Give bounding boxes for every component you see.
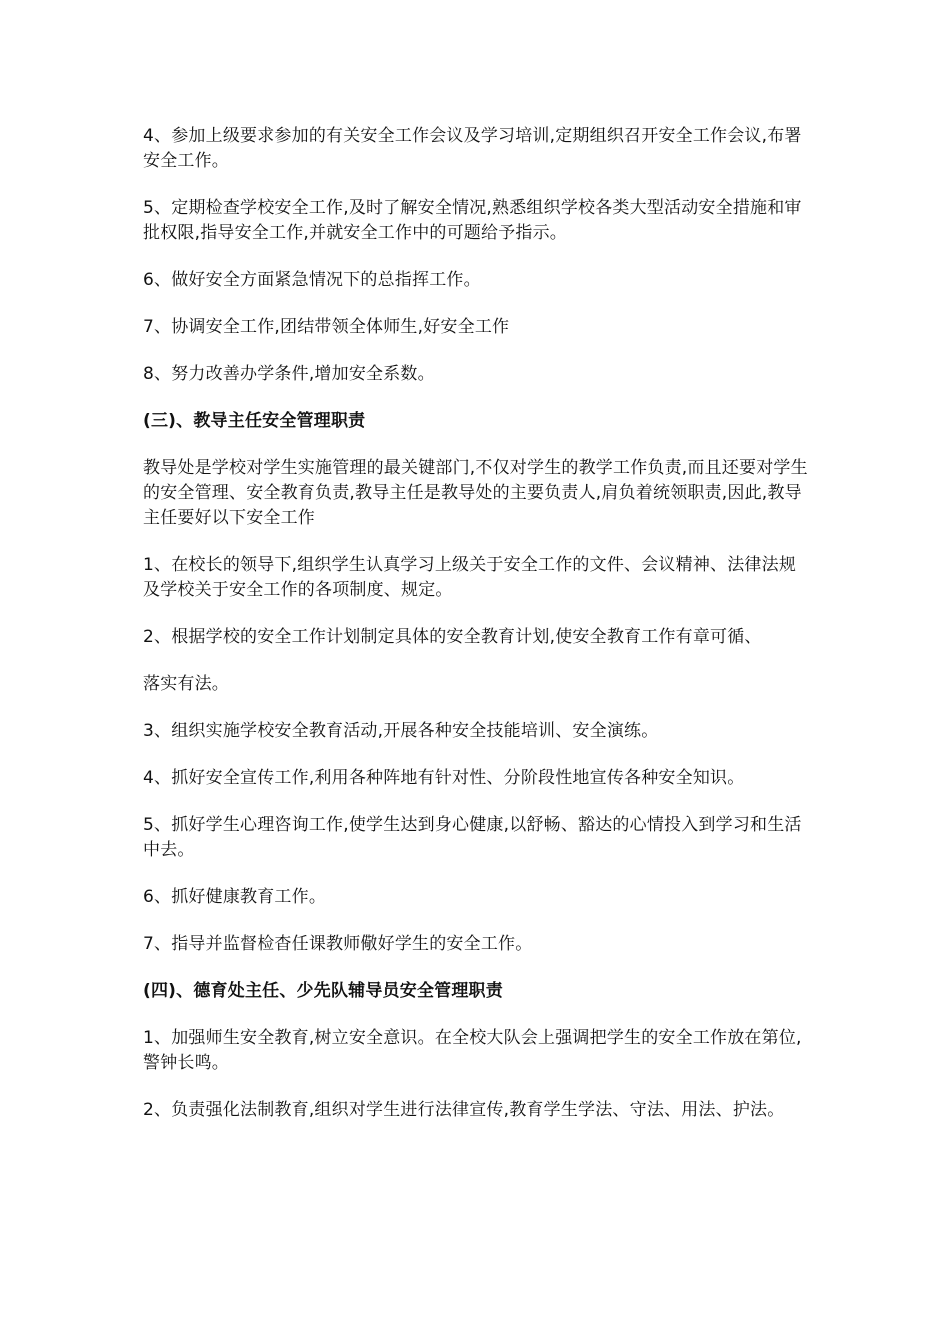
paragraph-item-4: 4、参加上级要求参加的有关安全工作会议及学习培训,定期组织召开安全工作会议,布署安全工作。 <box>143 126 802 171</box>
paragraph-item-7: 7、协调安全工作,团结带领全体师生,好安全工作 <box>143 317 510 337</box>
paragraph-item-5: 5、定期检查学校安全工作,及时了解安全情况,熟悉组织学校各类大型活动安全措施和审批权限,指导安全工作,并就安全工作中的可题给予指示。 <box>143 198 802 243</box>
paragraph-item-4b: 4、抓好安全宣传工作,利用各种阵地有针对性、分阶段性地宣传各种安全知识。 <box>143 768 745 788</box>
paragraph-intro: 教导处是学校对学生实施管理的最关键部门,不仅对学生的教学工作负责,而且还要对学生的安全管理、安全教育负责,教导主任是教导处的主要负责人,肩负着统领职责,因此,教导主任要好以下安全工作 <box>143 458 808 528</box>
paragraph-item-2c: 2、负责强化法制教育,组织对学生进行法律宣传,教育学生学法、守法、用法、护法。 <box>143 1100 785 1120</box>
section-heading-4: (四)、德育处主任、少先队辅导员安全管理职责 <box>143 981 503 1001</box>
section-heading-3: (三)、教导主任安全管理职责 <box>143 411 366 431</box>
paragraph-item-1: 1、在校长的领导下,组织学生认真学习上级关于安全工作的文件、会议精神、法律法规及学校关于安全工作的各项制度、规定。 <box>143 555 797 600</box>
paragraph-item-2: 2、根据学校的安全工作计划制定具体的安全教育计划,使安全教育工作有章可循、 <box>143 627 762 647</box>
paragraph-item-5b: 5、抓好学生心理咨询工作,使学生达到身心健康,以舒畅、豁达的心情投入到学习和生活中去。 <box>143 815 802 860</box>
paragraph-continuation: 落实有法。 <box>143 674 229 694</box>
paragraph-item-6b: 6、抓好健康教育工作。 <box>143 887 327 907</box>
document-body <box>143 124 813 1145</box>
paragraph-item-8: 8、努力改善办学条件,增加安全系数。 <box>143 364 435 384</box>
paragraph-item-6: 6、做好安全方面紧急情况下的总指挥工作。 <box>143 270 481 290</box>
paragraph-item-7b: 7、指导并监督检杳任课教师儆好学生的安全工作。 <box>143 934 533 954</box>
paragraph-item-3: 3、组织实施学校安全教育活动,开展各种安全技能培训、安全演练。 <box>143 721 659 741</box>
paragraph-item-1c: 1、加强师生安全教育,树立安全意识。在全校大队会上强调把学生的安全工作放在第位,警钟长鸣。 <box>143 1028 802 1073</box>
